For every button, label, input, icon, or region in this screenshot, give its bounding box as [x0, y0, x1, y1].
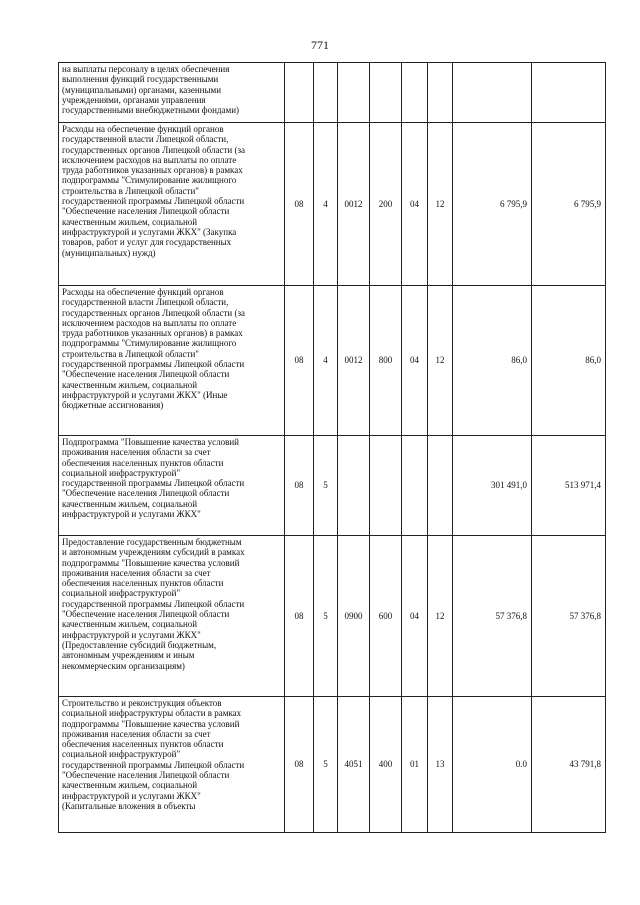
cell-code-1	[285, 63, 314, 123]
cell-amount-2: 43 791,8	[532, 697, 606, 833]
table-row	[59, 697, 606, 833]
cell-code-4: 600	[370, 536, 402, 697]
table-row	[59, 536, 606, 697]
cell-code-3	[338, 436, 370, 536]
cell-code-1: 08	[285, 123, 314, 286]
cell-code-2: 5	[314, 697, 338, 833]
cell-code-6: 13	[428, 697, 453, 833]
cell-code-1: 08	[285, 436, 314, 536]
cell-code-3: 0900	[338, 536, 370, 697]
cell-code-5: 04	[402, 536, 428, 697]
cell-code-1: 08	[285, 697, 314, 833]
cell-code-4: 400	[370, 697, 402, 833]
row-description: Строительство и реконструкция объектов социальной инфраструктуры области в рамках подпрограммы "Повышение качества условий проживания населения области за счет обеспечения населенных пунктов области социальной инфраструктурой" государственной программы Липецкой области "Обеспечение населения Липецкой области качественным жильем, социальной инфраструктурой и услугами ЖКХ" (Капитальные вложения в объекты	[59, 697, 285, 833]
cell-amount-1: 6 795,9	[453, 123, 532, 286]
cell-code-2: 5	[314, 536, 338, 697]
row-description: Расходы на обеспечение функций органов государственной власти Липецкой области, государственных органов Липецкой области (за исключением расходов на выплаты по оплате труда работников указанных органов) в рамках подпрограммы "Стимулирование жилищного строительства в Липецкой области" государственной программы Липецкой области "Обеспечение населения Липецкой области качественным жильем, социальной инфраструктурой и услугами ЖКХ" (Закупка товаров, работ и услуг для государственных (муниципальных) нужд)	[59, 123, 285, 286]
budget-table	[58, 62, 606, 833]
table-row	[59, 63, 606, 123]
cell-code-4	[370, 436, 402, 536]
cell-amount-2: 57 376,8	[532, 536, 606, 697]
cell-amount-1: 0.0	[453, 697, 532, 833]
cell-code-3	[338, 63, 370, 123]
row-description: на выплаты персоналу в целях обеспечения выполнения функций государственными (муниципальными) органами, казенными учреждениями, органами управления государственными внебюджетными фондами)	[59, 63, 285, 123]
cell-code-6: 12	[428, 536, 453, 697]
cell-code-5: 04	[402, 123, 428, 286]
cell-code-5: 04	[402, 286, 428, 436]
page-number: 771	[311, 38, 329, 52]
row-description: Предоставление государственным бюджетным и автономным учреждениям субсидий в рамках подпрограммы "Повышение качества условий проживания населения области за счет обеспечения населенных пунктов области социальной инфраструктурой" государственной программы Липецкой области "Обеспечение населения Липецкой области качественным жильем, социальной инфраструктурой и услугами ЖКХ" (Предоставление субсидий бюджетным, автономным учреждениям и иным некоммерческим организациям)	[59, 536, 285, 697]
row-description: Расходы на обеспечение функций органов государственной власти Липецкой области, государственных органов Липецкой области (за исключением расходов на выплаты по оплате труда работников указанных органов) в рамках подпрограммы "Стимулирование жилищного строительства в Липецкой области" государственной программы Липецкой области "Обеспечение населения Липецкой области качественным жильем, социальной инфраструктурой и услугами ЖКХ" (Иные бюджетные ассигнования)	[59, 286, 285, 436]
cell-code-6: 12	[428, 123, 453, 286]
cell-code-3: 4051	[338, 697, 370, 833]
cell-code-5: 01	[402, 697, 428, 833]
cell-code-6	[428, 63, 453, 123]
cell-amount-1: 86,0	[453, 286, 532, 436]
cell-code-3: 0012	[338, 123, 370, 286]
cell-code-2	[314, 63, 338, 123]
cell-code-5	[402, 63, 428, 123]
row-description: Подпрограмма "Повышение качества условий проживания населения области за счет обеспечения населенных пунктов области социальной инфраструктурой" государственной программы Липецкой области "Обеспечение населения Липецкой области качественным жильем, социальной инфраструктурой и услугами ЖКХ"	[59, 436, 285, 536]
cell-code-6	[428, 436, 453, 536]
cell-code-4	[370, 63, 402, 123]
cell-code-5	[402, 436, 428, 536]
cell-code-2: 4	[314, 123, 338, 286]
cell-code-2: 4	[314, 286, 338, 436]
cell-code-2: 5	[314, 436, 338, 536]
cell-code-4: 800	[370, 286, 402, 436]
cell-amount-2: 86,0	[532, 286, 606, 436]
cell-code-6: 12	[428, 286, 453, 436]
table-row	[59, 286, 606, 436]
cell-code-1: 08	[285, 286, 314, 436]
cell-amount-1: 301 491,0	[453, 436, 532, 536]
cell-code-1: 08	[285, 536, 314, 697]
table-row	[59, 123, 606, 286]
cell-amount-2	[532, 63, 606, 123]
cell-amount-2: 513 971,4	[532, 436, 606, 536]
cell-amount-1	[453, 63, 532, 123]
cell-amount-1: 57 376,8	[453, 536, 532, 697]
table-row	[59, 436, 606, 536]
cell-code-4: 200	[370, 123, 402, 286]
cell-amount-2: 6 795,9	[532, 123, 606, 286]
cell-code-3: 0012	[338, 286, 370, 436]
